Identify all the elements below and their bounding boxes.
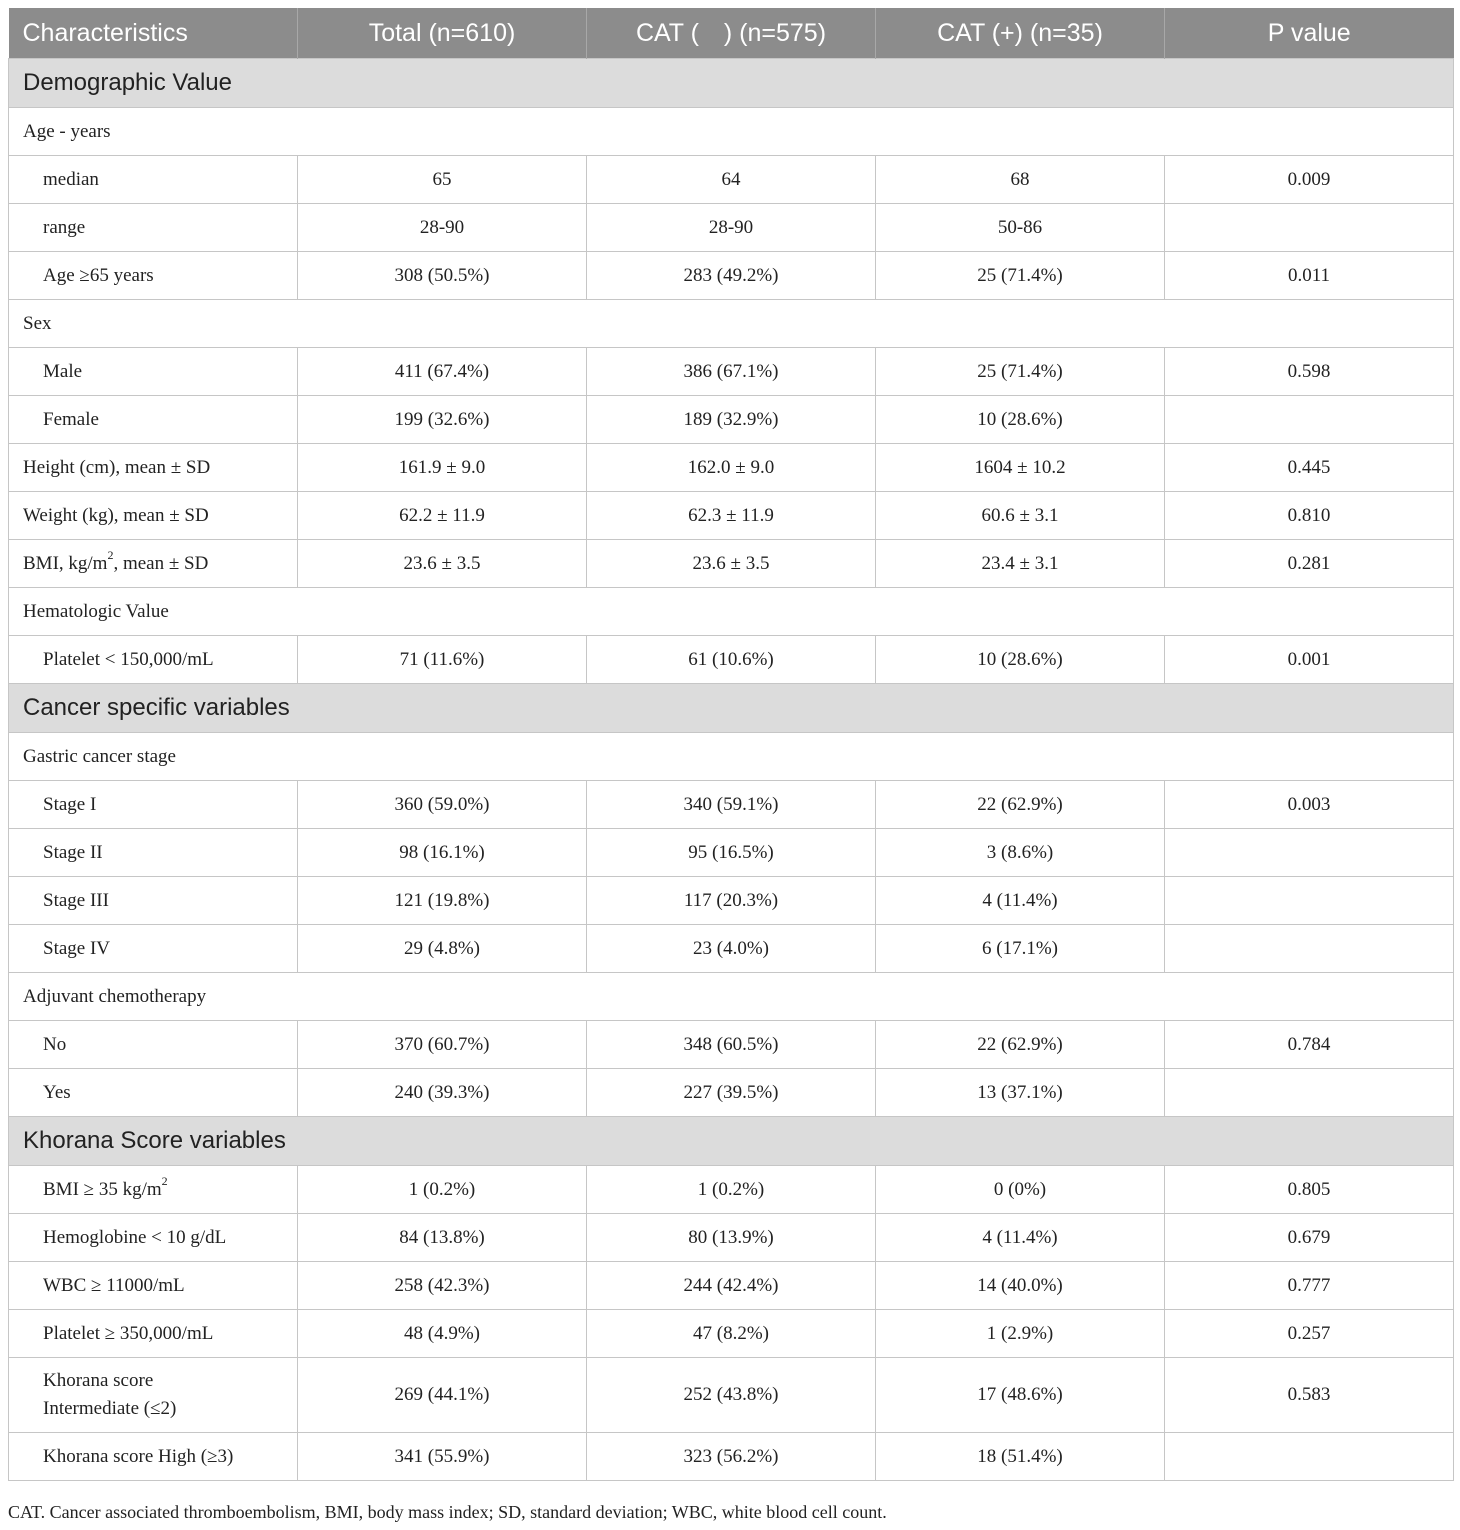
section-row [9, 1117, 1454, 1166]
cell-cat-negative: 162.0 ± 9.0 [587, 444, 876, 492]
table-header-row [9, 8, 1454, 59]
row-label: Platelet ≥ 350,000/mL [9, 1310, 298, 1358]
cell-p-value [1165, 1433, 1454, 1481]
row-label: WBC ≥ 11000/mL [9, 1262, 298, 1310]
cell-total: 48 (4.9%) [298, 1310, 587, 1358]
superscript: 2 [161, 1174, 168, 1189]
cell-cat-negative: 61 (10.6%) [587, 636, 876, 684]
cell-cat-positive: 18 (51.4%) [876, 1433, 1165, 1481]
group-row [9, 108, 1454, 156]
cell-total: 28-90 [298, 204, 587, 252]
section-cancer: Cancer specific variables [9, 684, 1454, 733]
row-label: Weight (kg), mean ± SD [9, 492, 298, 540]
cell-cat-negative: 189 (32.9%) [587, 396, 876, 444]
table-row [9, 925, 1454, 973]
table-row [9, 204, 1454, 252]
cell-total: 29 (4.8%) [298, 925, 587, 973]
row-label: Stage II [9, 829, 298, 877]
cell-cat-negative: 95 (16.5%) [587, 829, 876, 877]
cell-cat-positive: 10 (28.6%) [876, 396, 1165, 444]
group-hematologic: Hematologic Value [9, 588, 1454, 636]
row-label [9, 1166, 298, 1214]
group-adjuvant: Adjuvant chemotherapy [9, 973, 1454, 1021]
row-label: No [9, 1021, 298, 1069]
cell-cat-negative: 62.3 ± 11.9 [587, 492, 876, 540]
table-row [9, 1262, 1454, 1310]
cell-cat-negative: 117 (20.3%) [587, 877, 876, 925]
row-label: Hemoglobine < 10 g/dL [9, 1214, 298, 1262]
cell-cat-negative: 28-90 [587, 204, 876, 252]
table-row [9, 1433, 1454, 1481]
cell-p-value: 0.777 [1165, 1262, 1454, 1310]
cell-cat-positive: 6 (17.1%) [876, 925, 1165, 973]
group-row [9, 973, 1454, 1021]
table-row [9, 396, 1454, 444]
table-row [9, 1310, 1454, 1358]
table-row [9, 1021, 1454, 1069]
cell-total: 65 [298, 156, 587, 204]
label-line-2: Intermediate (≤2) [43, 1398, 177, 1419]
cell-cat-negative: 244 (42.4%) [587, 1262, 876, 1310]
cell-p-value: 0.598 [1165, 348, 1454, 396]
cell-cat-positive: 14 (40.0%) [876, 1262, 1165, 1310]
cell-p-value: 0.001 [1165, 636, 1454, 684]
cell-cat-negative: 283 (49.2%) [587, 252, 876, 300]
cell-p-value [1165, 829, 1454, 877]
cell-total: 308 (50.5%) [298, 252, 587, 300]
row-label [9, 1358, 298, 1433]
row-label: Male [9, 348, 298, 396]
table-row [9, 781, 1454, 829]
section-khorana: Khorana Score variables [9, 1117, 1454, 1166]
cell-p-value [1165, 396, 1454, 444]
cell-cat-negative: 252 (43.8%) [587, 1358, 876, 1433]
table-row [9, 252, 1454, 300]
cell-p-value: 0.784 [1165, 1021, 1454, 1069]
cell-p-value: 0.679 [1165, 1214, 1454, 1262]
row-label: Yes [9, 1069, 298, 1117]
row-label: Stage I [9, 781, 298, 829]
cell-total: 98 (16.1%) [298, 829, 587, 877]
row-label: Stage IV [9, 925, 298, 973]
cell-p-value [1165, 925, 1454, 973]
characteristics-table [8, 8, 1454, 1481]
group-row [9, 733, 1454, 781]
cell-p-value: 0.445 [1165, 444, 1454, 492]
cell-cat-negative: 23 (4.0%) [587, 925, 876, 973]
cell-p-value: 0.583 [1165, 1358, 1454, 1433]
group-row [9, 300, 1454, 348]
row-label: median [9, 156, 298, 204]
cell-total: 23.6 ± 3.5 [298, 540, 587, 588]
cell-cat-positive: 17 (48.6%) [876, 1358, 1165, 1433]
cell-cat-positive: 1 (2.9%) [876, 1310, 1165, 1358]
row-label: Female [9, 396, 298, 444]
cell-cat-negative: 1 (0.2%) [587, 1166, 876, 1214]
bmi-label-suffix: , mean ± SD [113, 552, 209, 574]
cell-p-value: 0.805 [1165, 1166, 1454, 1214]
header-cat-negative: CAT ( ) (n=575) [587, 8, 876, 59]
cell-cat-negative: 227 (39.5%) [587, 1069, 876, 1117]
cell-cat-positive: 22 (62.9%) [876, 1021, 1165, 1069]
cell-cat-negative: 348 (60.5%) [587, 1021, 876, 1069]
table-row [9, 877, 1454, 925]
cell-p-value: 0.003 [1165, 781, 1454, 829]
cell-p-value: 0.009 [1165, 156, 1454, 204]
cell-cat-positive: 25 (71.4%) [876, 252, 1165, 300]
cell-cat-positive: 50-86 [876, 204, 1165, 252]
cell-cat-positive: 4 (11.4%) [876, 877, 1165, 925]
row-label: Height (cm), mean ± SD [9, 444, 298, 492]
section-row [9, 59, 1454, 108]
cell-cat-positive: 10 (28.6%) [876, 636, 1165, 684]
table-row [9, 829, 1454, 877]
table-row [9, 540, 1454, 588]
header-characteristics: Characteristics [9, 8, 298, 59]
cell-cat-positive: 1604 ± 10.2 [876, 444, 1165, 492]
group-sex: Sex [9, 300, 1454, 348]
cell-total: 71 (11.6%) [298, 636, 587, 684]
cell-p-value: 0.281 [1165, 540, 1454, 588]
row-label: range [9, 204, 298, 252]
table-row [9, 1214, 1454, 1262]
cell-cat-positive: 68 [876, 156, 1165, 204]
cell-p-value: 0.257 [1165, 1310, 1454, 1358]
header-total: Total (n=610) [298, 8, 587, 59]
group-stage: Gastric cancer stage [9, 733, 1454, 781]
section-row [9, 684, 1454, 733]
table-footnote: CAT. Cancer associated thromboembolism, BMI, body mass index; SD, standard deviation; WBC, white blood cell count. [8, 1502, 887, 1522]
table-row [9, 636, 1454, 684]
cell-cat-positive: 25 (71.4%) [876, 348, 1165, 396]
label-line-1: Khorana score [43, 1370, 154, 1391]
bmi35-label-text: BMI ≥ 35 kg/m [43, 1178, 162, 1200]
group-age: Age - years [9, 108, 1454, 156]
row-label: Khorana score High (≥3) [9, 1433, 298, 1481]
cell-p-value: 0.810 [1165, 492, 1454, 540]
cell-cat-negative: 23.6 ± 3.5 [587, 540, 876, 588]
row-label [9, 540, 298, 588]
row-label: Age ≥65 years [9, 252, 298, 300]
table-row [9, 1069, 1454, 1117]
cell-cat-positive: 3 (8.6%) [876, 829, 1165, 877]
section-demographic: Demographic Value [9, 59, 1454, 108]
bmi-label-text: BMI, kg/m [23, 552, 108, 574]
cell-cat-positive: 60.6 ± 3.1 [876, 492, 1165, 540]
table-row [9, 1358, 1454, 1433]
group-row [9, 588, 1454, 636]
superscript: 2 [107, 548, 114, 563]
cell-cat-negative: 80 (13.9%) [587, 1214, 876, 1262]
cell-cat-negative: 64 [587, 156, 876, 204]
cell-cat-positive: 22 (62.9%) [876, 781, 1165, 829]
cell-p-value [1165, 204, 1454, 252]
cell-cat-negative: 386 (67.1%) [587, 348, 876, 396]
table-row [9, 156, 1454, 204]
cell-cat-positive: 4 (11.4%) [876, 1214, 1165, 1262]
cell-total: 240 (39.3%) [298, 1069, 587, 1117]
cell-total: 84 (13.8%) [298, 1214, 587, 1262]
cell-total: 411 (67.4%) [298, 348, 587, 396]
table-container [8, 8, 1453, 1481]
cell-p-value [1165, 1069, 1454, 1117]
cell-total: 360 (59.0%) [298, 781, 587, 829]
table-row [9, 444, 1454, 492]
cell-cat-negative: 47 (8.2%) [587, 1310, 876, 1358]
cell-cat-negative: 323 (56.2%) [587, 1433, 876, 1481]
cell-total: 199 (32.6%) [298, 396, 587, 444]
cell-cat-positive: 13 (37.1%) [876, 1069, 1165, 1117]
cell-cat-negative: 340 (59.1%) [587, 781, 876, 829]
table-row [9, 492, 1454, 540]
cell-total: 161.9 ± 9.0 [298, 444, 587, 492]
row-label: Stage III [9, 877, 298, 925]
cell-total: 370 (60.7%) [298, 1021, 587, 1069]
cell-total: 341 (55.9%) [298, 1433, 587, 1481]
cell-cat-positive: 0 (0%) [876, 1166, 1165, 1214]
cell-total: 258 (42.3%) [298, 1262, 587, 1310]
cell-total: 269 (44.1%) [298, 1358, 587, 1433]
row-label: Platelet < 150,000/mL [9, 636, 298, 684]
header-cat-positive: CAT (+) (n=35) [876, 8, 1165, 59]
cell-total: 1 (0.2%) [298, 1166, 587, 1214]
table-row [9, 1166, 1454, 1214]
cell-p-value: 0.011 [1165, 252, 1454, 300]
cell-p-value [1165, 877, 1454, 925]
cell-cat-positive: 23.4 ± 3.1 [876, 540, 1165, 588]
table-row [9, 348, 1454, 396]
cell-total: 62.2 ± 11.9 [298, 492, 587, 540]
cell-total: 121 (19.8%) [298, 877, 587, 925]
header-p-value: P value [1165, 8, 1454, 59]
